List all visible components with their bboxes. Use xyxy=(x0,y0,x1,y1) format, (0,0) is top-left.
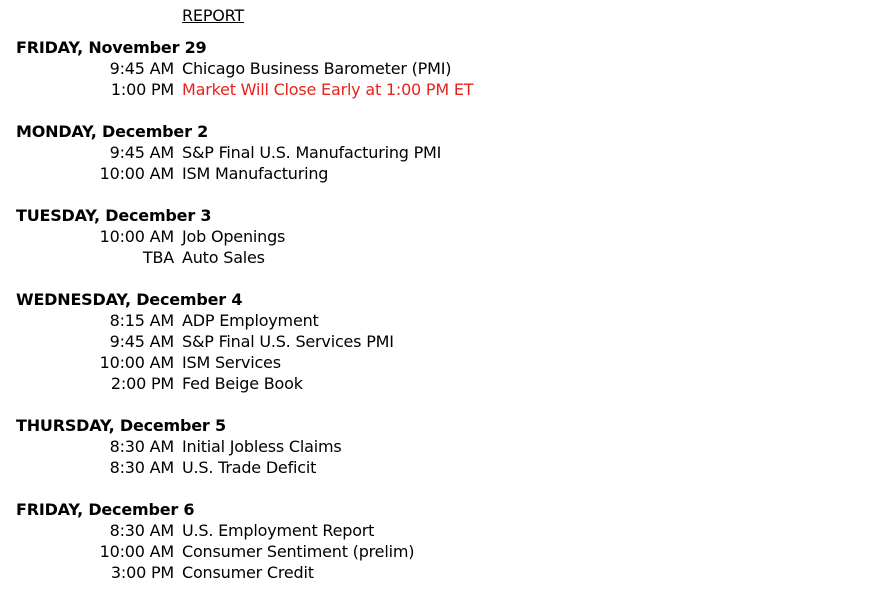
event-report: U.S. Employment Report xyxy=(182,521,375,540)
event-time: 9:45 AM xyxy=(109,332,174,351)
event-time: 10:00 AM xyxy=(99,227,174,246)
event-report: Initial Jobless Claims xyxy=(182,437,342,456)
event-time: 10:00 AM xyxy=(99,164,174,183)
day-title: THURSDAY, December 5 xyxy=(16,416,226,435)
day-section xyxy=(0,205,895,268)
day-title: FRIDAY, November 29 xyxy=(16,38,207,57)
event-report: Chicago Business Barometer (PMI) xyxy=(182,59,452,78)
event-time: TBA xyxy=(142,248,174,267)
event-time: 10:00 AM xyxy=(99,353,174,372)
event-row xyxy=(0,541,895,562)
event-time: 2:00 PM xyxy=(110,374,174,393)
event-report: Consumer Sentiment (prelim) xyxy=(182,542,415,561)
event-time: 3:00 PM xyxy=(110,563,174,582)
event-report: Fed Beige Book xyxy=(182,374,303,393)
day-section xyxy=(0,415,895,478)
event-row xyxy=(0,247,895,268)
event-report: S&P Final U.S. Manufacturing PMI xyxy=(182,143,442,162)
economic-calendar xyxy=(0,37,895,604)
event-time: 10:00 AM xyxy=(99,542,174,561)
day-section xyxy=(0,289,895,394)
event-row xyxy=(0,457,895,478)
event-row xyxy=(0,226,895,247)
event-report-alert: Market Will Close Early at 1:00 PM ET xyxy=(182,80,474,99)
event-row xyxy=(0,142,895,163)
event-row xyxy=(0,436,895,457)
event-row xyxy=(0,352,895,373)
event-report: ISM Services xyxy=(182,353,281,372)
day-section xyxy=(0,499,895,583)
day-title: WEDNESDAY, December 4 xyxy=(16,290,243,309)
event-row xyxy=(0,562,895,583)
event-row xyxy=(0,520,895,541)
event-time: 8:15 AM xyxy=(109,311,174,330)
event-time: 1:00 PM xyxy=(110,80,174,99)
event-row xyxy=(0,58,895,79)
event-row xyxy=(0,163,895,184)
event-row-alert xyxy=(0,79,895,100)
event-time: 9:45 AM xyxy=(109,143,174,162)
event-report: Job Openings xyxy=(182,227,286,246)
column-header xyxy=(0,6,600,27)
day-title: MONDAY, December 2 xyxy=(16,122,209,141)
event-row xyxy=(0,373,895,394)
day-title: FRIDAY, December 6 xyxy=(16,500,195,519)
event-report: Auto Sales xyxy=(182,248,265,267)
event-time: 9:45 AM xyxy=(109,59,174,78)
event-time: 8:30 AM xyxy=(109,458,174,477)
event-report: Consumer Credit xyxy=(182,563,314,582)
day-section xyxy=(0,37,895,100)
day-section xyxy=(0,121,895,184)
event-row xyxy=(0,331,895,352)
event-row xyxy=(0,310,895,331)
report-column-header: REPORT xyxy=(182,6,244,25)
event-report: S&P Final U.S. Services PMI xyxy=(182,332,394,351)
event-report: ADP Employment xyxy=(182,311,319,330)
event-report: U.S. Trade Deficit xyxy=(182,458,317,477)
day-title: TUESDAY, December 3 xyxy=(16,206,212,225)
event-report: ISM Manufacturing xyxy=(182,164,329,183)
event-time: 8:30 AM xyxy=(109,437,174,456)
event-time: 8:30 AM xyxy=(109,521,174,540)
